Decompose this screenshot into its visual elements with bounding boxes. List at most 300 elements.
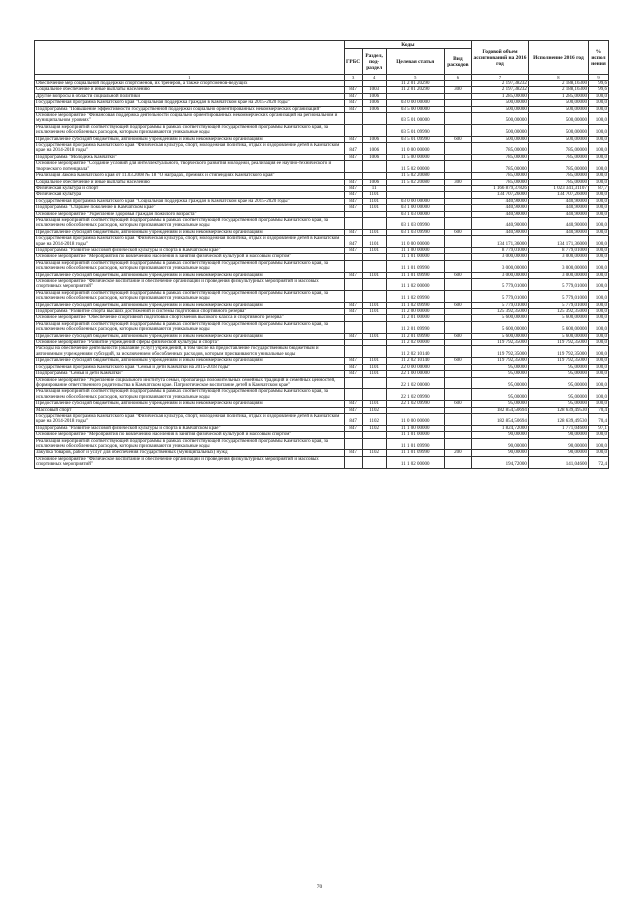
row-pct: 100,0 [588,106,608,112]
row-description: Основное мероприятие "Укрепление здоровья граждан пожилого возраста" [35,211,345,217]
row-grbs [344,217,362,229]
row-pct: 100,0 [588,364,608,370]
row-exec: 2 188,16300 [528,81,588,87]
razdel-header: Раздел, под-раздел [362,49,386,75]
row-pct: 100,0 [588,290,608,302]
row-annual: 3 000,00000 [472,254,529,260]
row-exec: 785,00000 [528,143,588,155]
row-celevaya: 11 0 00 00000 [386,236,444,248]
row-annual: 785,00000 [472,179,529,185]
vid-header: Вид расходов [444,49,471,75]
row-exec: 125 392,35000 [528,309,588,315]
row-exec: 95,00000 [528,389,588,401]
row-grbs: 847 [344,407,362,413]
row-pct: 100,0 [588,377,608,389]
row-razdel: 1006 [362,179,386,185]
row-exec: 440,90000 [528,229,588,235]
row-exec: 785,00000 [528,154,588,160]
row-pct: 100,0 [588,217,608,229]
row-description: Государственная программа Камчатского края "Социальная поддержка граждан в Камчатском крае на 2015-2020 годы" [35,198,345,204]
row-annual: 95,00000 [472,364,529,370]
row-exec: 785,00000 [528,161,588,173]
codes-header: Коды [344,41,471,49]
row-grbs: 847 [344,106,362,112]
row-vid [444,143,471,155]
row-vid [444,290,471,302]
row-razdel: 1101 [362,309,386,315]
report-page [34,40,609,469]
row-vid [444,456,471,468]
row-celevaya: 11 5 00 00000 [386,154,444,160]
row-celevaya: 11 1 00 00000 [386,247,444,253]
row-exec: 5 779,01000 [528,279,588,291]
row-grbs: 847 [344,185,362,191]
row-exec: 119 792,35000 [528,346,588,358]
row-celevaya: 22 1 02 09990 [386,389,444,401]
row-exec: 1 285,00000 [528,93,588,99]
table-row [35,143,609,155]
row-annual: 5 779,01000 [472,302,529,308]
row-grbs: 847 [344,364,362,370]
row-grbs [344,377,362,389]
row-exec: 1 771,04600 [528,425,588,431]
row-exec: 119 792,35000 [528,358,588,364]
colnum: 7 [472,75,529,81]
row-annual: 1 824,72000 [472,425,529,431]
row-description: Социальное обеспечение и иные выплаты населению [35,179,345,185]
row-annual: 440,90000 [472,217,529,229]
row-exec: 500,00000 [528,136,588,142]
row-exec: 90,00000 [528,450,588,456]
row-celevaya: 03 1 03 09990 [386,217,444,229]
grbs-header: ГРБС [344,49,362,75]
row-pct: 100,0 [588,247,608,253]
row-vid: 600 [444,401,471,407]
row-annual: 440,90000 [472,229,529,235]
row-vid: 300 [444,179,471,185]
row-exec: 8 779,01000 [528,247,588,253]
row-exec: 500,00000 [528,113,588,125]
table-row [35,217,609,229]
row-exec: 500,00000 [528,106,588,112]
row-description: Подпрограмма "Повышение эффективности государственной поддержки социально ориентированных некоммерческих организаций" [35,106,345,112]
row-celevaya: 11 5 02 20080 [386,179,444,185]
row-annual: 500,00000 [472,113,529,125]
row-annual: 785,00000 [472,143,529,155]
row-exec: 500,00000 [528,100,588,106]
row-description: Подпрограмма "Развитие массовой физической культуры и спорта в Камчатском крае" [35,425,345,431]
row-exec: 3 000,00000 [528,272,588,278]
row-exec: 95,00000 [528,371,588,377]
row-exec: 95,00000 [528,401,588,407]
row-celevaya: 11 5 02 00000 [386,161,444,173]
annual-header: Годовой объем ассигнований на 2016 год [472,41,529,75]
row-razdel: 1101 [362,236,386,248]
row-pct: 100,0 [588,333,608,339]
row-razdel: 1101 [362,364,386,370]
table-row [35,438,609,450]
row-pct: 100,0 [588,302,608,308]
row-vid [444,413,471,425]
row-grbs: 847 [344,143,362,155]
row-celevaya: 11 1 01 00000 [386,254,444,260]
row-annual: 1 166 879,37826 [472,185,529,191]
row-celevaya: 11 5 02 20080 [386,173,444,179]
row-grbs: 847 [344,333,362,339]
row-celevaya: 11 0 00 00000 [386,413,444,425]
row-description: Основное мероприятие "Развитие учреждений сферы физической культуры и спорта" [35,340,345,346]
row-celevaya: 11 1 02 00000 [386,456,444,468]
row-exec: 785,00000 [528,173,588,179]
row-celevaya: 03 0 00 00000 [386,198,444,204]
row-pct: 72,4 [588,456,608,468]
row-grbs [344,456,362,468]
row-razdel [362,279,386,291]
row-description: Предоставление субсидий бюджетным, автономным учреждениям и иным некоммерческим организациям [35,401,345,407]
row-razdel [362,456,386,468]
row-razdel [362,217,386,229]
row-exec: 500,00000 [528,124,588,136]
row-pct: 100,0 [588,205,608,211]
row-vid [444,260,471,272]
row-annual: 500,00000 [472,136,529,142]
row-celevaya: 03 5 01 00000 [386,113,444,125]
row-razdel [362,389,386,401]
row-pct: 100,0 [588,173,608,179]
row-vid: 600 [444,302,471,308]
row-pct: 100,0 [588,279,608,291]
row-description: Реализация мероприятий соответствующей подпрограммы в рамках соответствующей государственной программы Камчатского края, за исключением обособленных расходов, которым присваиваются уникальные коды [35,290,345,302]
row-annual: 2 197,38232 [472,81,529,87]
row-grbs: 847 [344,450,362,456]
row-pct: 100,0 [588,100,608,106]
row-annual: 5 600,00000 [472,333,529,339]
row-annual: 8 779,01000 [472,247,529,253]
row-description: Подпрограмма "Старшее поколение в Камчатском крае" [35,205,345,211]
row-pct: 100,0 [588,438,608,450]
table-row [35,321,609,333]
table-header [35,41,609,81]
table-row [35,389,609,401]
row-description: Массовый спорт [35,407,345,413]
row-annual: 5 600,00000 [472,315,529,321]
row-razdel: 1102 [362,407,386,413]
table-row [35,260,609,272]
row-razdel: 1101 [362,205,386,211]
row-vid: 600 [444,136,471,142]
row-pct: 100,0 [588,272,608,278]
row-pct: 100,0 [588,309,608,315]
row-annual: 5 779,01000 [472,290,529,302]
exec-header: Исполнение 2016 год [528,41,588,75]
row-exec: 2 188,16300 [528,87,588,93]
row-annual: 2 197,38232 [472,87,529,93]
row-description: Основное мероприятие "Обеспечение спортивной подготовки спортсменов высокого класса и спортивного резерва" [35,315,345,321]
row-grbs: 847 [344,198,362,204]
row-grbs [344,346,362,358]
row-pct: 100,0 [588,211,608,217]
row-exec: 90,00000 [528,438,588,450]
row-exec: 95,00000 [528,377,588,389]
row-exec: 785,00000 [528,179,588,185]
row-razdel: 1101 [362,247,386,253]
row-annual: 95,00000 [472,377,529,389]
row-celevaya: 03 5 01 09990 [386,136,444,142]
row-pct: 100,0 [588,254,608,260]
row-description: Основное мероприятие "Укрепление социального института семьи, пропаганда положительных семейных традиций и семейных ценностей, формирование ответственного родительства в Камчатском крае. Патриотическое воспитание детей в Камчатском крае" [35,377,345,389]
row-razdel: 1101 [362,272,386,278]
row-exec: 1 023 341,31107 [528,185,588,191]
row-pct: 100,0 [588,192,608,198]
table-row [35,113,609,125]
row-description: Реализация мероприятий соответствующей подпрограммы в рамках соответствующей государственной программы Камчатского края, за исключением обособленных расходов, которым присваиваются уникальные коды [35,217,345,229]
row-exec: 440,90000 [528,205,588,211]
row-exec: 440,90000 [528,217,588,229]
table-row [35,290,609,302]
row-pct: 100,0 [588,358,608,364]
row-description: Подпрограмма "Развитие спорта высших достижений и системы подготовки спортивного резерва" [35,309,345,315]
row-pct: 100,0 [588,179,608,185]
row-razdel: 1102 [362,450,386,456]
row-annual: 182 854,50694 [472,407,529,413]
row-exec: 141,04600 [528,456,588,468]
row-vid [444,321,471,333]
row-exec: 3 000,00000 [528,254,588,260]
table-row [35,456,609,468]
row-description: Государственная программа Камчатского края "Семья и дети Камчатки на 2015-2018 годы" [35,364,345,370]
row-annual: 134 707,26000 [472,192,529,198]
table-row [35,346,609,358]
row-description: Физическая культура [35,192,345,198]
row-annual: 194,72000 [472,456,529,468]
row-vid [444,113,471,125]
row-pct: 100,0 [588,401,608,407]
row-description: Государственная программа Камчатского края "Физическая культура, спорт, молодежная политика, отдых и оздоровление детей в Камчатском крае на 2014-2018 годы" [35,143,345,155]
row-celevaya: 11 1 01 09990 [386,450,444,456]
row-description: Физическая культура и спорт [35,185,345,191]
row-vid: 600 [444,358,471,364]
row-pct: 100,0 [588,124,608,136]
row-pct: 100,0 [588,93,608,99]
row-annual: 440,90000 [472,205,529,211]
colnum: 1 [35,75,345,81]
colnum: 8 [528,75,588,81]
row-description: Реализация мероприятий соответствующей подпрограммы в рамках соответствующей государственной программы Камчатского края, за исключением обособленных расходов, которым присваиваются уникальные коды [35,124,345,136]
row-description: Основное мероприятие "Мероприятия по вовлечению населения в занятия физической культурой и массовым спортом" [35,254,345,260]
row-grbs [344,438,362,450]
row-annual: 95,00000 [472,401,529,407]
row-celevaya: 11 2 01 00000 [386,315,444,321]
row-grbs: 847 [344,401,362,407]
row-celevaya: 11 1 02 00000 [386,279,444,291]
row-celevaya: 03 0 00 00000 [386,100,444,106]
row-annual: 3 000,00000 [472,260,529,272]
row-vid [444,279,471,291]
row-celevaya: 11 2 02 10140 [386,358,444,364]
row-grbs: 847 [344,358,362,364]
row-description: Реализация мероприятий соответствующей подпрограммы в рамках соответствующей государственной программы Камчатского края, за исключением обособленных расходов, которым присваиваются уникальные коды [35,260,345,272]
row-description: Основное мероприятие "Физическое воспитание и обеспечение организации и проведения физкультурных мероприятий и массовых спортивных мероприятий" [35,456,345,468]
table-row [35,279,609,291]
colnum: 9 [588,75,608,81]
row-grbs [344,260,362,272]
row-grbs [344,321,362,333]
row-celevaya: 11 1 02 09990 [386,290,444,302]
table-row [35,236,609,248]
row-annual: 95,00000 [472,371,529,377]
row-razdel: 1006 [362,93,386,99]
row-annual: 785,00000 [472,154,529,160]
row-description: Государственная программа Камчатского края "Физическая культура, спорт, молодежная политика, отдых и оздоровление детей в Камчатском крае на 2014-2018 годы" [35,413,345,425]
row-pct: 100,0 [588,113,608,125]
row-razdel: 1101 [362,333,386,339]
row-celevaya: 03 1 03 00000 [386,211,444,217]
row-pct: 100,0 [588,236,608,248]
row-razdel: 11 [362,185,386,191]
row-razdel: 1101 [362,371,386,377]
row-annual: 785,00000 [472,173,529,179]
row-grbs [344,290,362,302]
row-annual: 125 392,35000 [472,309,529,315]
row-celevaya: 11 2 01 09990 [386,333,444,339]
row-celevaya: 11 2 01 20290 [386,87,444,93]
row-exec: 5 779,01000 [528,302,588,308]
row-razdel: 1006 [362,100,386,106]
row-description: Основное мероприятие "Физическое воспитание и обеспечение организации и проведения физкультурных мероприятий и массовых спортивных мероприятий" [35,279,345,291]
row-celevaya: 03 1 00 00000 [386,205,444,211]
row-razdel: 1006 [362,106,386,112]
row-exec: 5 600,00000 [528,321,588,333]
row-vid: 600 [444,333,471,339]
row-celevaya: 11 1 02 09990 [386,302,444,308]
row-description: Закупка товаров, работ и услуг для обеспечения государственных (муниципальных) нужд [35,450,345,456]
row-razdel [362,321,386,333]
row-pct: 87,7 [588,185,608,191]
row-pct: 100,0 [588,143,608,155]
row-exec: 128 639,49530 [528,413,588,425]
row-celevaya: 22 0 00 00000 [386,364,444,370]
row-grbs: 847 [344,236,362,248]
row-razdel [362,438,386,450]
row-grbs: 847 [344,192,362,198]
row-annual: 95,00000 [472,389,529,401]
row-grbs: 847 [344,371,362,377]
row-description: Реализация мероприятий соответствующей подпрограммы в рамках соответствующей государственной программы Камчатского края, за исключением обособленных расходов, которым присваиваются уникальные коды [35,438,345,450]
row-razdel [362,260,386,272]
row-razdel: 1101 [362,229,386,235]
row-exec: 5 600,00000 [528,315,588,321]
row-vid [444,124,471,136]
row-annual: 90,00000 [472,432,529,438]
row-annual: 440,90000 [472,211,529,217]
row-description: Предоставление субсидий бюджетным, автономным учреждениям и иным некоммерческим организациям [35,302,345,308]
row-description: Государственная программа Камчатского края "Физическая культура, спорт, молодежная политика, отдых и оздоровление детей в Камчатском крае на 2014-2018 годы" [35,236,345,248]
row-description: Реализация мероприятий соответствующей подпрограммы в рамках соответствующей государственной программы Камчатского края, за исключением обособленных расходов, которым присваиваются уникальные коды [35,389,345,401]
row-vid: 300 [444,87,471,93]
row-annual: 1 285,00000 [472,93,529,99]
row-celevaya: 22 1 02 00000 [386,377,444,389]
row-celevaya: 11 2 01 20290 [386,81,444,87]
colnum: 6 [444,75,471,81]
row-pct: 99,6 [588,87,608,93]
row-celevaya: 03 1 03 09990 [386,229,444,235]
row-vid [444,236,471,248]
row-razdel: 1101 [362,198,386,204]
row-razdel: 1101 [362,302,386,308]
row-annual: 182 854,50694 [472,413,529,425]
row-pct: 100,0 [588,432,608,438]
row-description: Обеспечение мер социальной поддержки спортсменов, их тренеров, а также спортсменов-ведущих [35,81,345,87]
row-description: Основное мероприятие "Финансовая поддержка деятельности социально ориентированных некоммерческих организаций на региональном и муниципальном уровнях" [35,113,345,125]
row-grbs: 847 [344,154,362,160]
row-vid [444,217,471,229]
row-pct: 100,0 [588,389,608,401]
row-razdel [362,290,386,302]
row-vid: 600 [444,229,471,235]
table-row [35,161,609,173]
row-pct: 100,0 [588,321,608,333]
row-pct: 100,0 [588,371,608,377]
row-pct: 100,0 [588,260,608,272]
row-exec: 440,90000 [528,198,588,204]
row-description: Социальное обеспечение и иные выплаты населению [35,87,345,93]
row-description: Подпрограмма "Молодежь Камчатки" [35,154,345,160]
row-pct: 100,0 [588,161,608,173]
row-grbs: 847 [344,272,362,278]
description-header [35,41,345,75]
row-razdel [362,161,386,173]
colnum: 5 [386,75,444,81]
row-razdel: 1102 [362,413,386,425]
row-pct: 100,0 [588,136,608,142]
row-annual: 90,00000 [472,438,529,450]
table-body [35,81,609,469]
row-annual: 119 792,35000 [472,358,529,364]
row-pct: 97,1 [588,425,608,431]
row-pct: 70,4 [588,413,608,425]
row-celevaya: 11 2 00 00000 [386,309,444,315]
row-exec: 5 600,00000 [528,333,588,339]
row-celevaya: 11 2 02 00000 [386,340,444,346]
row-pct: 100,0 [588,315,608,321]
row-razdel: 1006 [362,143,386,155]
row-pct: 100,0 [588,154,608,160]
row-pct: 100,0 [588,346,608,358]
row-celevaya: 03 5 00 00000 [386,106,444,112]
row-grbs: 847 [344,87,362,93]
row-annual: 5 600,00000 [472,321,529,333]
row-description: Реализация Закона Камчатского края от 11.03.2008 № 18 "О наградах, премиях и стипендиях Камчатского края" [35,173,345,179]
row-celevaya: 11 1 01 09990 [386,438,444,450]
row-description: Предоставление субсидий бюджетным, автономным учреждениям и иным некоммерческим организациям [35,333,345,339]
row-annual: 3 000,00000 [472,272,529,278]
row-description: Предоставление субсидий бюджетным, автономным учреждениям и иным некоммерческим организациям [35,136,345,142]
row-grbs: 847 [344,93,362,99]
row-exec: 134 707,26000 [528,192,588,198]
row-razdel: 1101 [362,358,386,364]
row-celevaya: 11 0 00 00000 [386,143,444,155]
row-vid [444,161,471,173]
row-annual: 500,00000 [472,124,529,136]
row-pct: 100,0 [588,198,608,204]
row-description: Государственная программа Камчатского края "Социальная поддержка граждан в Камчатском крае на 2015-2020 годы" [35,100,345,106]
row-grbs: 847 [344,302,362,308]
table-row [35,124,609,136]
row-pct: 100,0 [588,229,608,235]
row-description: Расходы на обеспечение деятельности (оказание услуг) учреждений, в том числе на предоставление государственным бюджетным и автономным учреждениям субсидий, за исключением обособленных расходов, которым присваиваются уникальные коды [35,346,345,358]
row-vid [444,389,471,401]
row-description: Предоставление субсидий бюджетным, автономным учреждениям и иным некоммерческим организациям [35,272,345,278]
